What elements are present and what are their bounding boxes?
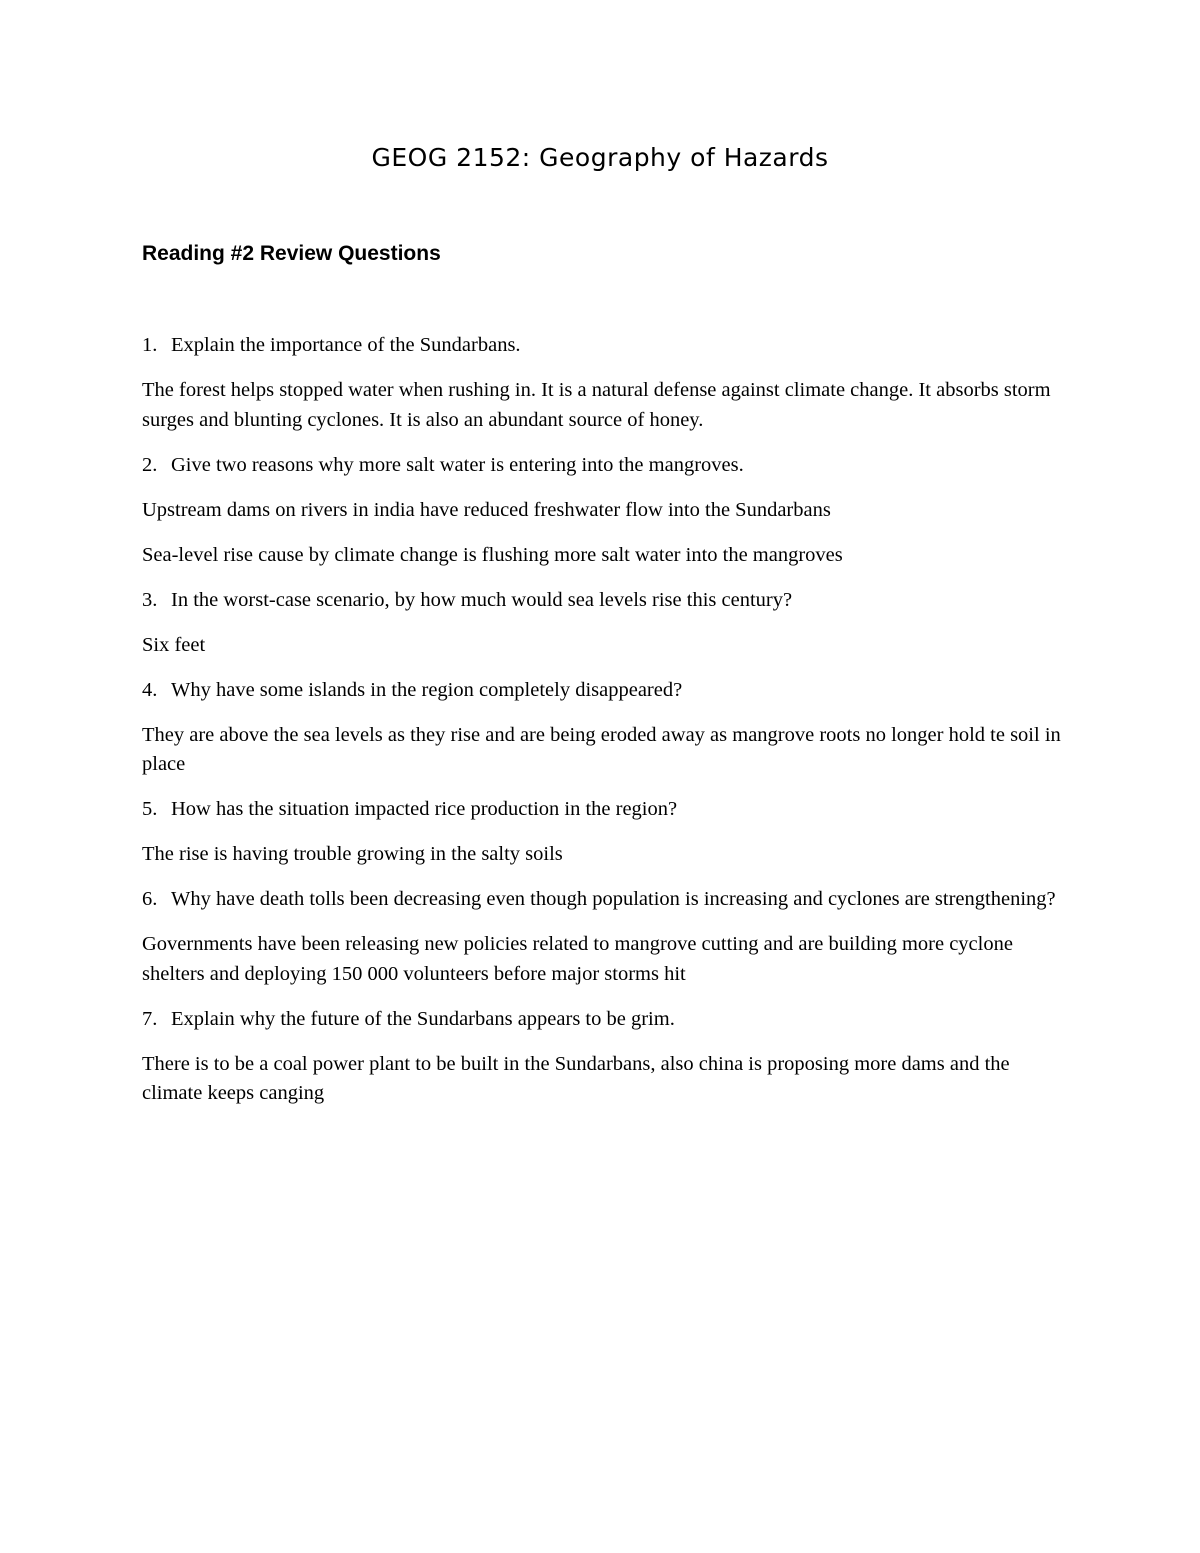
document-title: GEOG 2152: Geography of Hazards	[371, 143, 829, 172]
document-subtitle: Reading #2 Review Questions	[142, 242, 441, 265]
answer-1: The forest helps stopped water when rushing in. It is a natural defense against climate change. It absorbs storm surges and blunting cyclones. It is also an abundant source of honey.	[142, 379, 1051, 431]
question-number: 4.	[142, 678, 158, 701]
question-number: 3.	[142, 588, 158, 611]
answer-2a: Upstream dams on rivers in india have reduced freshwater flow into the Sundarbans	[142, 498, 831, 521]
question-text: How has the situation impacted rice production in the region?	[171, 798, 678, 820]
answer-7: There is to be a coal power plant to be built in the Sundarbans, also china is proposing more dams and the climate keeps canging	[142, 1052, 1010, 1104]
answer-4: They are above the sea levels as they rise and are being eroded away as mangrove roots no longer hold te soil in place	[142, 723, 1061, 775]
question-text: Explain why the future of the Sundarbans appears to be grim.	[171, 1007, 675, 1030]
question-text: Why have death tolls been decreasing even though population is increasing and cyclones are strengthening?	[171, 888, 1056, 910]
answer-2b: Sea-level rise cause by climate change is flushing more salt water into the mangroves	[142, 543, 843, 566]
question-number: 6.	[142, 888, 158, 910]
question-number: 1.	[142, 334, 158, 356]
question-text: Give two reasons why more salt water is entering into the mangroves.	[171, 453, 744, 476]
question-4	[142, 676, 1062, 706]
answer-3: Six feet	[142, 633, 206, 656]
question-3	[142, 586, 1062, 616]
question-6	[142, 885, 1062, 915]
question-5	[142, 795, 1062, 825]
question-1	[142, 331, 1062, 361]
question-2	[142, 451, 1062, 481]
question-number: 7.	[142, 1007, 158, 1030]
question-number: 2.	[142, 453, 158, 476]
question-answer-list	[142, 331, 1062, 1124]
question-number: 5.	[142, 798, 158, 820]
question-7	[142, 1005, 1062, 1035]
answer-5: The rise is having trouble growing in the salty soils	[142, 843, 563, 865]
question-text: In the worst-case scenario, by how much would sea levels rise this century?	[171, 588, 793, 611]
question-text: Explain the importance of the Sundarbans.	[171, 334, 521, 356]
question-text: Why have some islands in the region completely disappeared?	[171, 678, 683, 701]
answer-6: Governments have been releasing new policies related to mangrove cutting and are building more cyclone shelters and deploying 150 000 volunteers before major storms hit	[142, 933, 1013, 985]
